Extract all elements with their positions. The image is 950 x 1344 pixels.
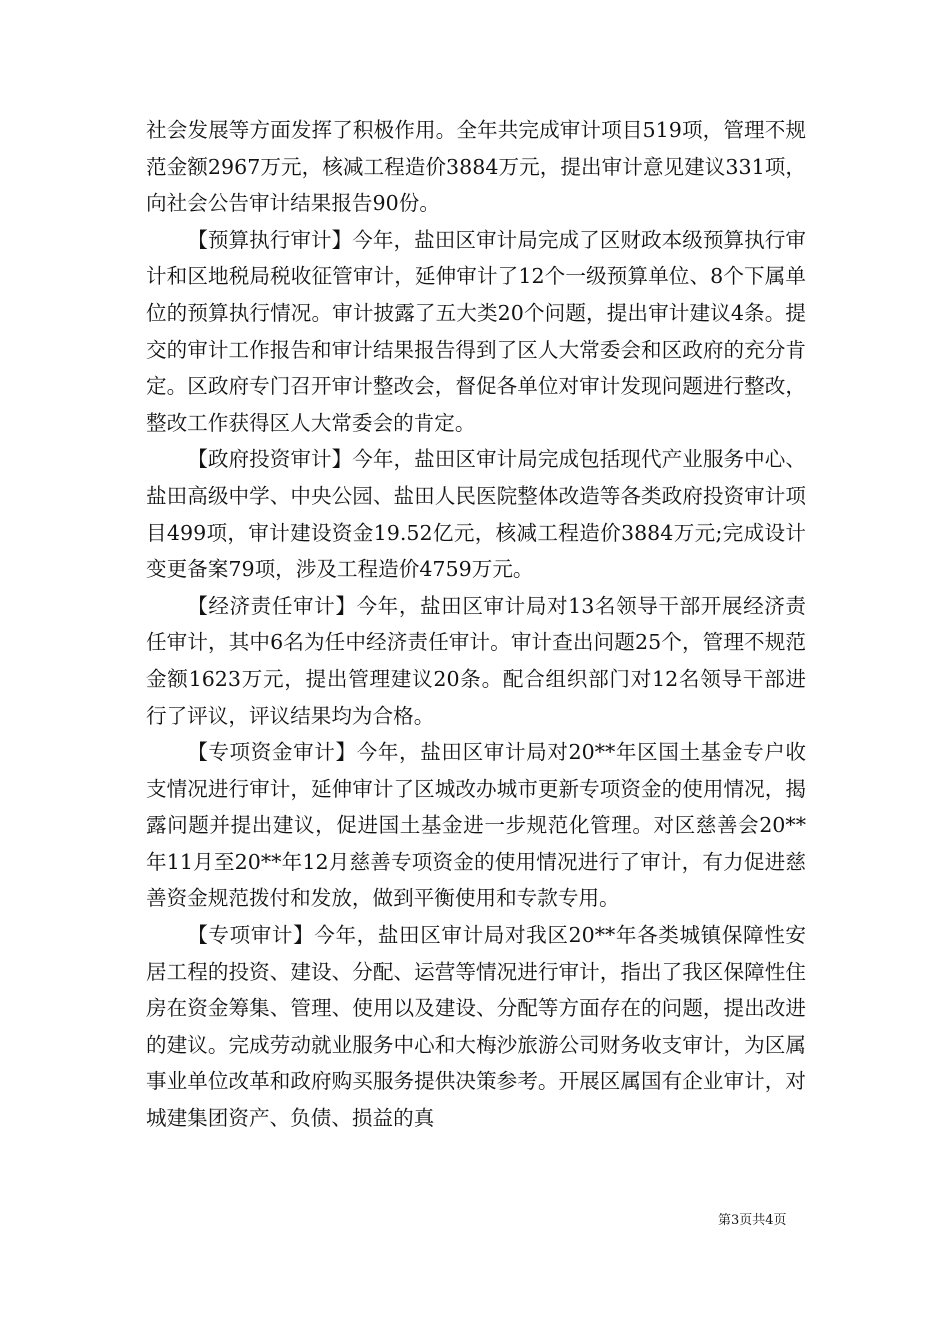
paragraph-government-investment-audit: 【政府投资审计】今年，盐田区审计局完成包括现代产业服务中心、盐田高级中学、中央公园、盐田人民医院整体改造等各类政府投资审计项目499项，审计建设资金19.52亿元，核减工程造价3884万元;完成设计变更备案79项，涉及工程造价4759万元。 bbox=[146, 447, 806, 582]
paragraph-budget-execution-audit: 【预算执行审计】今年，盐田区审计局完成了区财政本级预算执行审计和区地税局税收征管审计，延伸审计了12个一级预算单位、8个下属单位的预算执行情况。审计披露了五大类20个问题，提出审计建议4条。提交的审计工作报告和审计结果报告得到了区人大常委会和区政府的充分肯定。区政府专门召开审计整改会，督促各单位对审计发现问题进行整改，整改工作获得区人大常委会的肯定。 bbox=[146, 227, 806, 435]
paragraph-special-audit: 【专项审计】今年，盐田区审计局对我区20**年各类城镇保障性安居工程的投资、建设、分配、运营等情况进行审计，指出了我区保障性住房在资金筹集、管理、使用以及建设、分配等方面存在的问题，提出改进的建议。完成劳动就业服务中心和大梅沙旅游公司财务收支审计，为区属事业单位改革和政府购买服务提供决策参考。开展区属国有企业审计，对城建集团资产、负债、损益的真 bbox=[146, 923, 806, 1131]
paragraph-special-fund-audit: 【专项资金审计】今年，盐田区审计局对20**年区国土基金专户收支情况进行审计，延伸审计了区城改办城市更新专项资金的使用情况，揭露问题并提出建议，促进国土基金进一步规范化管理。对区慈善会20**年11月至20**年12月慈善专项资金的使用情况进行了审计，有力促进慈善资金规范拨付和发放，做到平衡使用和专款专用。 bbox=[146, 740, 806, 911]
paragraph-economic-responsibility-audit: 【经济责任审计】今年，盐田区审计局对13名领导干部开展经济责任审计，其中6名为任中经济责任审计。审计查出问题25个，管理不规范金额1623万元，提出管理建议20条。配合组织部门对12名领导干部进行了评议，评议结果均为合格。 bbox=[146, 593, 806, 728]
paragraph-continued: 社会发展等方面发挥了积极作用。全年共完成审计项目519项，管理不规范金额2967万元，核减工程造价3884万元，提出审计意见建议331项，向社会公告审计结果报告90份。 bbox=[146, 118, 806, 216]
page-number-footer: 第3页共4页 bbox=[718, 1213, 787, 1228]
document-body bbox=[146, 112, 806, 1137]
